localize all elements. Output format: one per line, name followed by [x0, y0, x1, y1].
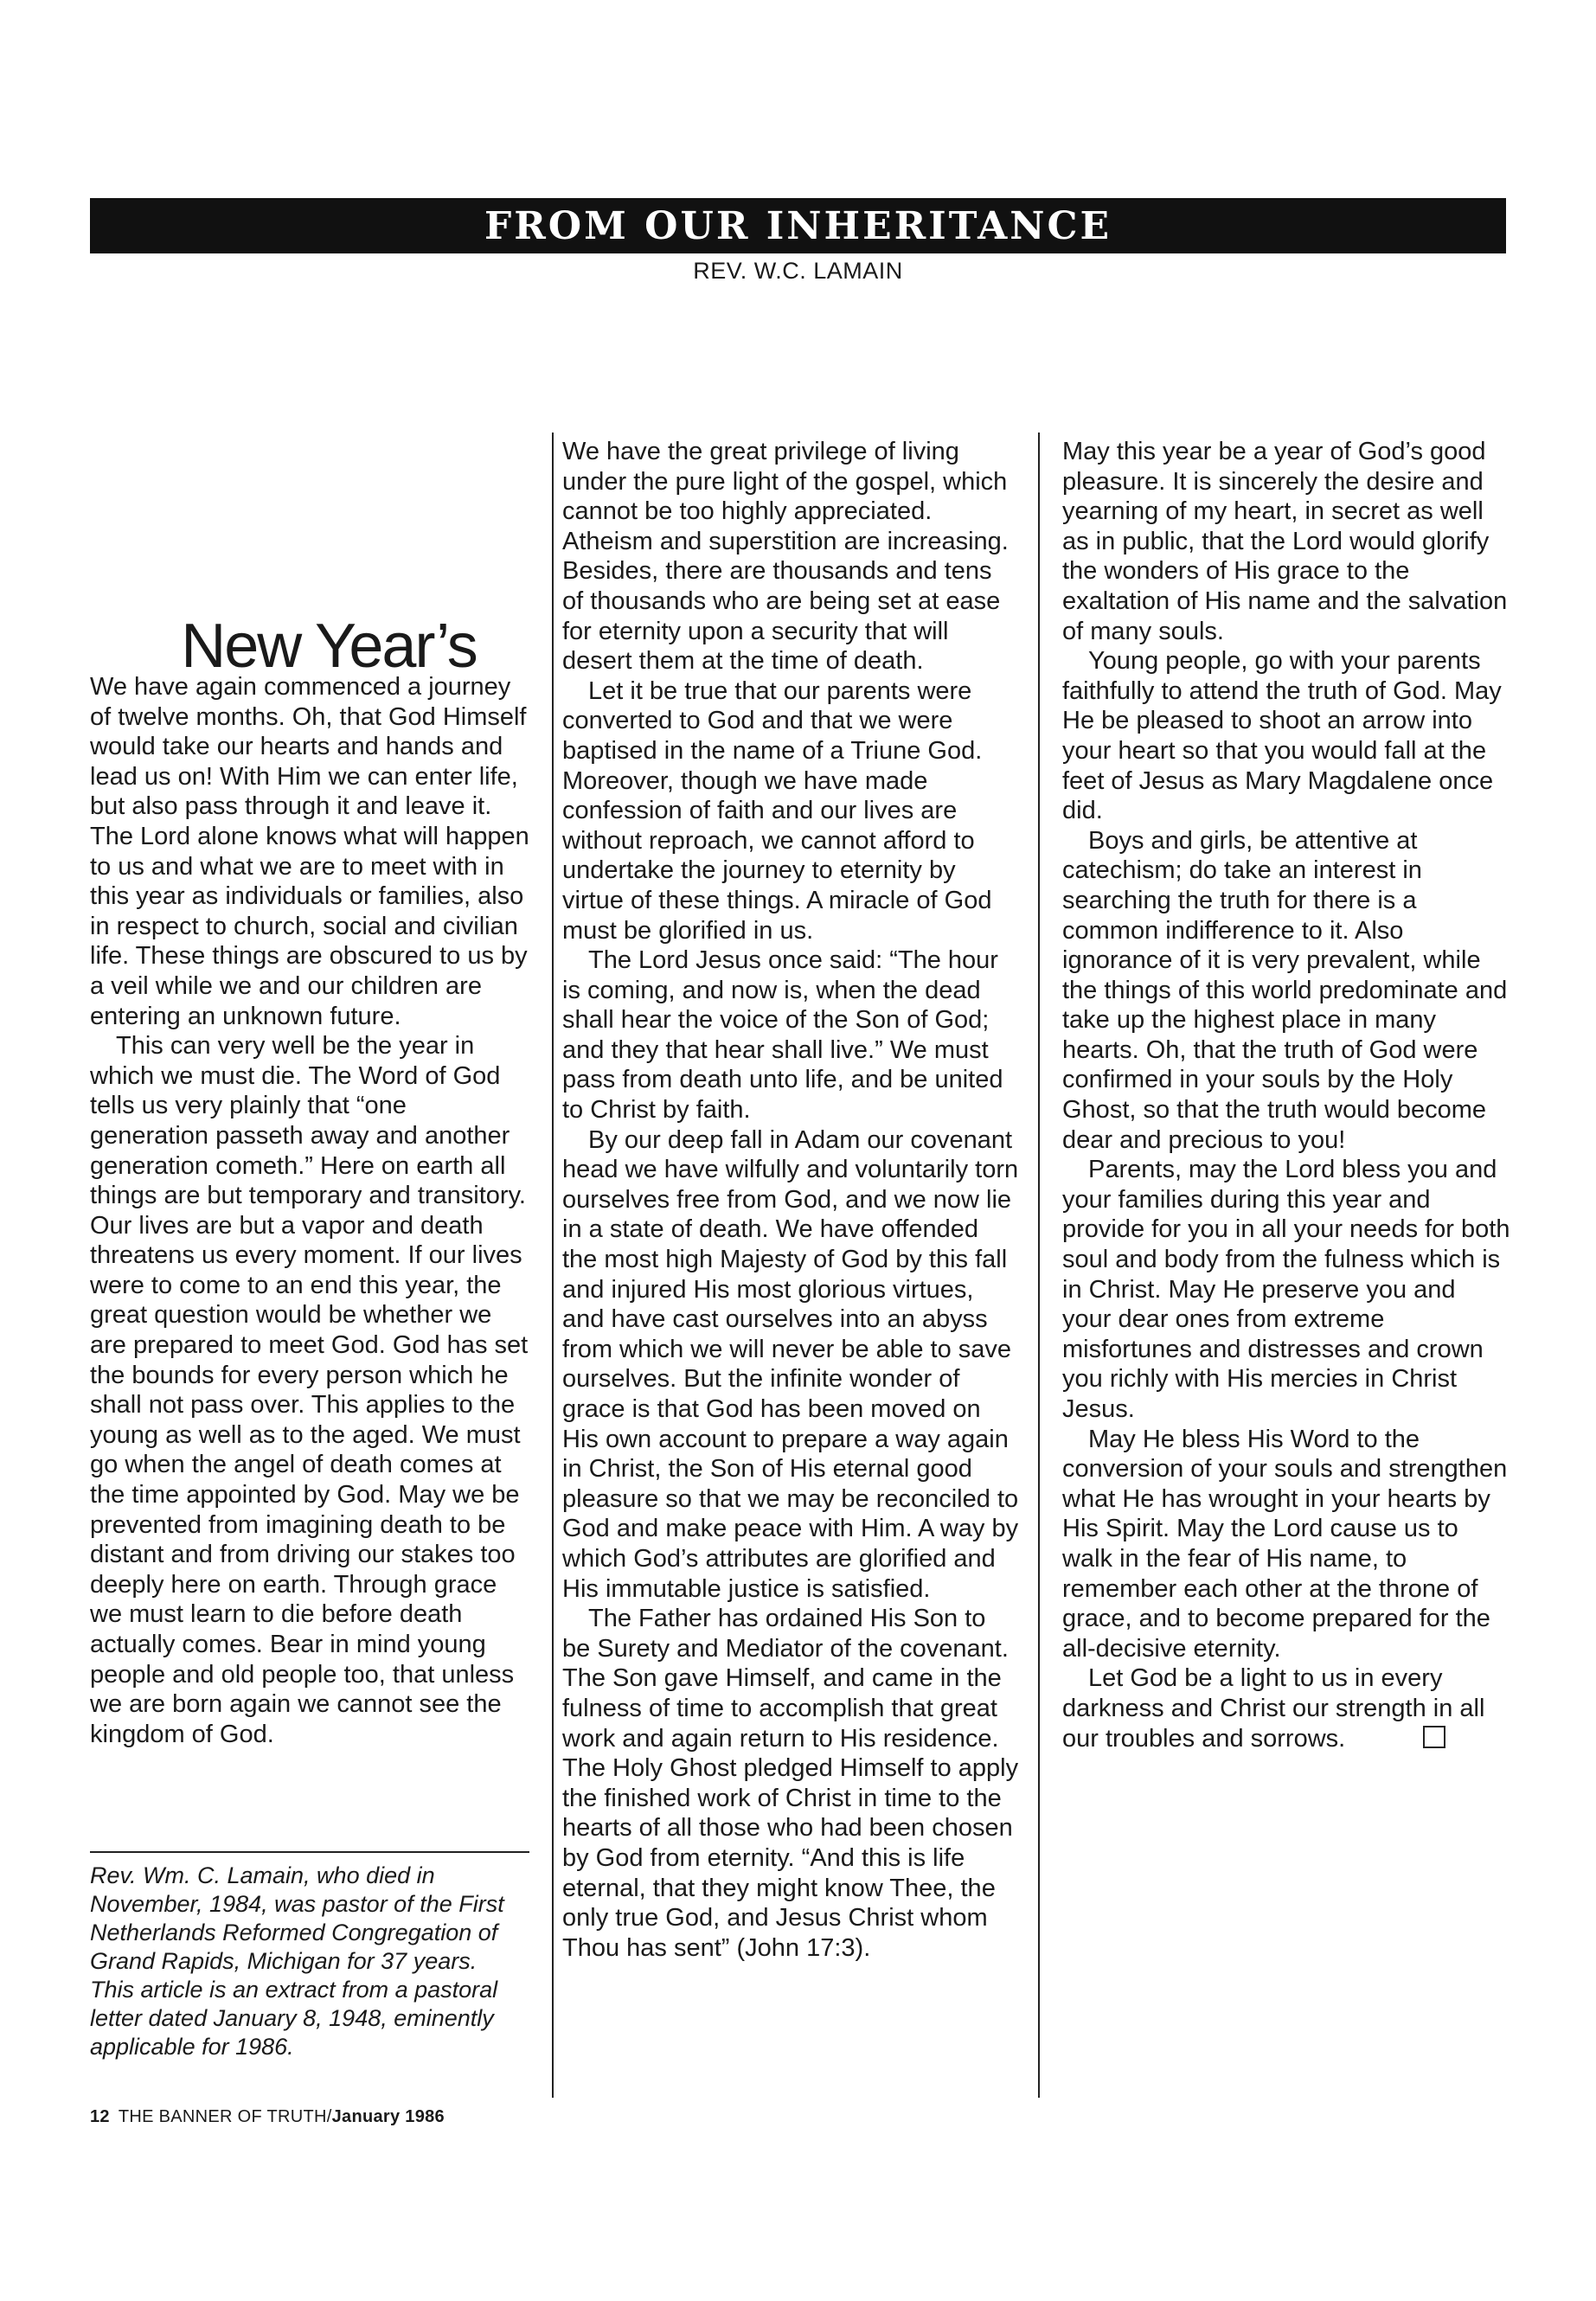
- paragraph: May He bless His Word to the conversion of your souls and strengthen what He has wrought in your hearts by His Spirit. May the Lord cause us to walk in the fear of His name, to remember each other at the throne of grace, and to become prepared for the all-decisive eternity.: [1062, 1425, 1508, 1663]
- top-margin: [0, 0, 1596, 111]
- paragraph: This can very well be the year in which we must die. The Word of God tells us very plainly that “one generation passeth away and another generation cometh.” Here on earth all things are but temporary and transitory. Our lives are but a vapor and death threatens us every moment. If our lives were to come to an end this year, the great question would be whether we are prepared to meet God. God has set the bounds for every person which he shall not pass over. This applies to the young as well as to the aged. We must go when the angel of death comes at the time appointed by God. May we be prevented from imagining death to be distant and from driving our stakes too deeply here on earth. Through grace we must learn to die before death actually comes. Bear in mind young people and old people too, that unless we are born again we cannot see the kingdom of God.: [90, 1032, 529, 1748]
- paragraph: The Lord Jesus once said: “The hour is coming, and now is, when the dead shall hear the voice of the Son of God; and they that hear shall live.” We must pass from death unto life, and be united to Christ by faith.: [562, 946, 1003, 1125]
- column-2: [562, 437, 1019, 1963]
- note-divider: [90, 1851, 529, 1853]
- section-banner: [90, 198, 1506, 253]
- bottom-margin: [0, 2193, 1596, 2301]
- issue-date: January 1986: [331, 2107, 445, 2126]
- publication-name: THE BANNER OF TRUTH/: [118, 2107, 332, 2126]
- last-paragraph-text: Let God be a light to us in every darkness and Christ our strength in all our troubles and sorrows.: [1062, 1664, 1485, 1753]
- column-divider: [1038, 433, 1040, 2098]
- column-divider: [552, 433, 554, 2098]
- paragraph: Young people, go with your parents faithfully to attend the truth of God. May He be pleased to shoot an arrow into your heart so that you would fall at the feet of Jesus as Mary Magdalene once did.: [1062, 647, 1502, 825]
- column-3: [1062, 437, 1510, 1753]
- paragraph: We have the great privilege of living under the pure light of the gospel, which cannot be too highly appreciated. Atheism and superstition are increasing. Besides, there are thousands and tens of thousands who are being set at ease for eternity upon a security that will desert them at the time of death.: [562, 438, 1009, 676]
- paragraph: Parents, may the Lord bless you and your families during this year and provide for you in all your needs for both soul and body from the fulness which is in Christ. May He preserve you and your dear ones from extreme misfortunes and distresses and crown you richly with His mercies in Christ Jesus.: [1062, 1156, 1510, 1423]
- paragraph: By our deep fall in Adam our covenant head we have wilfully and voluntarily torn ourselves free from God, and we now lie in a state of death. We have offended the most high Majesty of God by this fall and injured His most glorious virtues, and have cast ourselves into an abyss from which we will never be able to save ourselves. But the infinite wonder of grace is that God has been moved on His own account to prepare a way again in Christ, the Son of His eternal good pleasure so that we may be reconciled to God and make peace with Him. A way by which God’s attributes are glorified and His immutable justice is satisfied.: [562, 1125, 1019, 1603]
- page-footer: [90, 2107, 445, 2127]
- paragraph: May this year be a year of God’s good pleasure. It is sincerely the desire and yearning of my heart, in secret as well as in public, that the Lord would glorify the wonders of His grace to the exaltation of His name and the salvation of many souls.: [1062, 438, 1508, 645]
- paragraph: Boys and girls, be attentive at catechism; do take an interest in searching the truth for there is a common indifference to it. Also ignorance of it is very prevalent, while the things of this world predominate and take up the highest place in many hearts. Oh, that the truth of God were confirmed in your souls by the Holy Ghost, so that the truth would become dear and precious to you!: [1062, 826, 1508, 1154]
- paragraph: The Father has ordained His Son to be Surety and Mediator of the covenant. The Son gave Himself, and came in the fulness of time to accomplish that great work and again return to His residence. The Holy Ghost pledged Himself to apply the finished work of Christ in time to the hearts of all those who had been chosen by God from eternity. “And this is life eternal, that they might know Thee, the only true God, and Jesus Christ whom Thou has sent” (John 17:3).: [562, 1605, 1019, 1962]
- author-note: Rev. Wm. C. Lamain, who died in November, 1984, was pastor of the First Netherlands Reformed Congregation of Grand Rapids, Michigan for 37 years. This article is an extract from a pastoral letter dated January 8, 1948, eminently applicable for 1986.: [90, 1862, 504, 2060]
- paragraph: Let it be true that our parents were converted to God and that we were baptised in the name of a Triune God. Moreover, though we have made confession of faith and our lives are without reproach, we cannot afford to undertake the journey to eternity by virtue of these things. A miracle of God must be glorified in us.: [562, 676, 992, 945]
- page-number: 12: [90, 2107, 110, 2126]
- article-title: New Year’s: [181, 612, 477, 682]
- paragraph-last: [1062, 1663, 1510, 1753]
- author-byline: REV. W.C. LAMAIN: [693, 258, 903, 284]
- section-title: FROM OUR INHERITANCE: [484, 203, 1112, 248]
- column-1: [90, 672, 529, 1749]
- end-mark-icon: [1423, 1726, 1445, 1748]
- paragraph: We have again commenced a journey of twelve months. Oh, that God Himself would take our hearts and hands and lead us on! With Him we can enter life, but also pass through it and leave it. The Lord alone knows what will happen to us and what we are to meet with in this year as individuals or families, also in respect to church, social and civilian life. These things are obscured to us by a veil while we and our children are entering an unknown future.: [90, 673, 529, 1030]
